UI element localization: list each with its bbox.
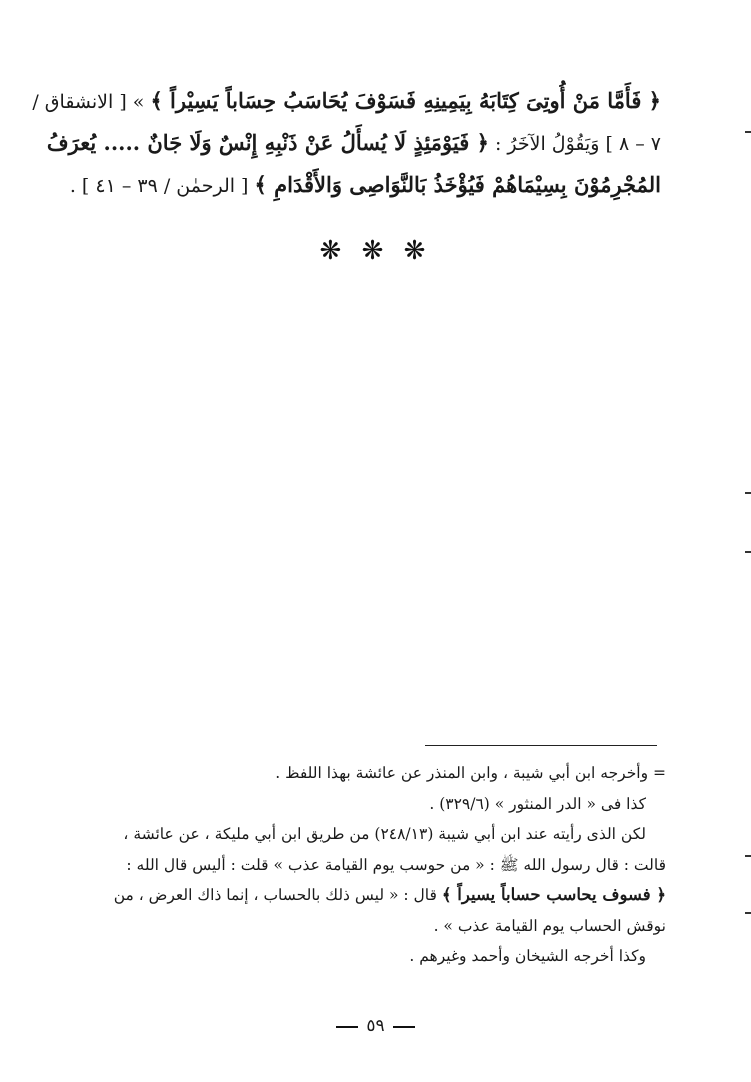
main-text-block [32,80,661,206]
scan-edge-mark [745,855,751,857]
scan-edge-mark [745,131,751,133]
citation-continuation: ٧ – ٨ ] وَيَقُوْلُ الآخَرُ : [488,133,661,155]
page-number-dash-right [393,1026,415,1028]
footnote-quran-verse: ﴿ فسوف يحاسب حساباً يسيراً ﴾ [441,885,666,904]
main-text-line-3 [69,164,661,206]
footnote-line-5-text: قال : « ليس ذلك بالحساب ، إنما ذاك العرض ، من [113,886,442,904]
footnote-line-4: قالت : قال رسول الله ﷺ : « من حوسب يوم القيامة عذب » قلت : أليس قال الله : [126,855,666,874]
footnote-line-5 [100,880,666,911]
quran-verse-rahman-continued: المُجْرِمُوْنَ بِسِيْمَاهُمْ فَيُؤْخَذُ بَالنَّوَاصِى وَالأَقْدَامِ ﴾ [254,172,661,197]
scan-edge-mark [745,492,751,494]
footnote-line-7: وكذا أخرجه الشيخان وأحمد وغيرهم . [409,947,646,965]
citation-inshiqaq: » [ الانشقاق / [32,91,151,113]
main-text-line-1 [32,80,661,122]
footnote-line-3: لكن الذى رأيته عند ابن أبي شيبة (٢٤٨/١٣) من طريق ابن أبي مليكة ، عن عائشة ، [123,825,646,843]
scan-edge-mark [745,551,751,553]
footnote-line-2: كذا فى « الدر المنثور » (٣٢٩/٦) . [429,794,646,813]
page-number [0,1016,751,1036]
quran-verse-rahman: ﴿ فَيَوْمَئِذٍ لَا يُسأَلُ عَنْ ذَنْبِهِ إِنْسٌ وَلَا جَانٌ ..... يُعرَفُ [46,130,489,155]
quran-verse-inshiqaq: ﴿ فَأَمَّا مَنْ أُوتِىَ كِتَابَهُ بِيَمِينِهِ فَسَوْفَ يُحَاسَبُ حِسَاباً يَسِيْراً ﴾ [150,88,661,113]
footnotes-block [100,758,666,972]
page-number-dash-left [336,1026,358,1028]
section-separator-stars: ❋ ❋ ❋ [319,236,432,266]
page-number-value: ٥٩ [366,1016,385,1036]
footnote-line-1: = وأخرجه ابن أبي شيبة ، وابن المنذر عن عائشة بهذا اللفظ . [275,764,666,782]
citation-rahman: [ الرحمٰن / ٣٩ – ٤١ ] . [69,175,255,197]
footnote-line-6: نوقش الحساب يوم القيامة عذب » . [433,916,666,935]
main-text-line-2 [46,122,661,164]
footnote-divider [425,745,657,746]
scan-edge-mark [745,912,751,914]
